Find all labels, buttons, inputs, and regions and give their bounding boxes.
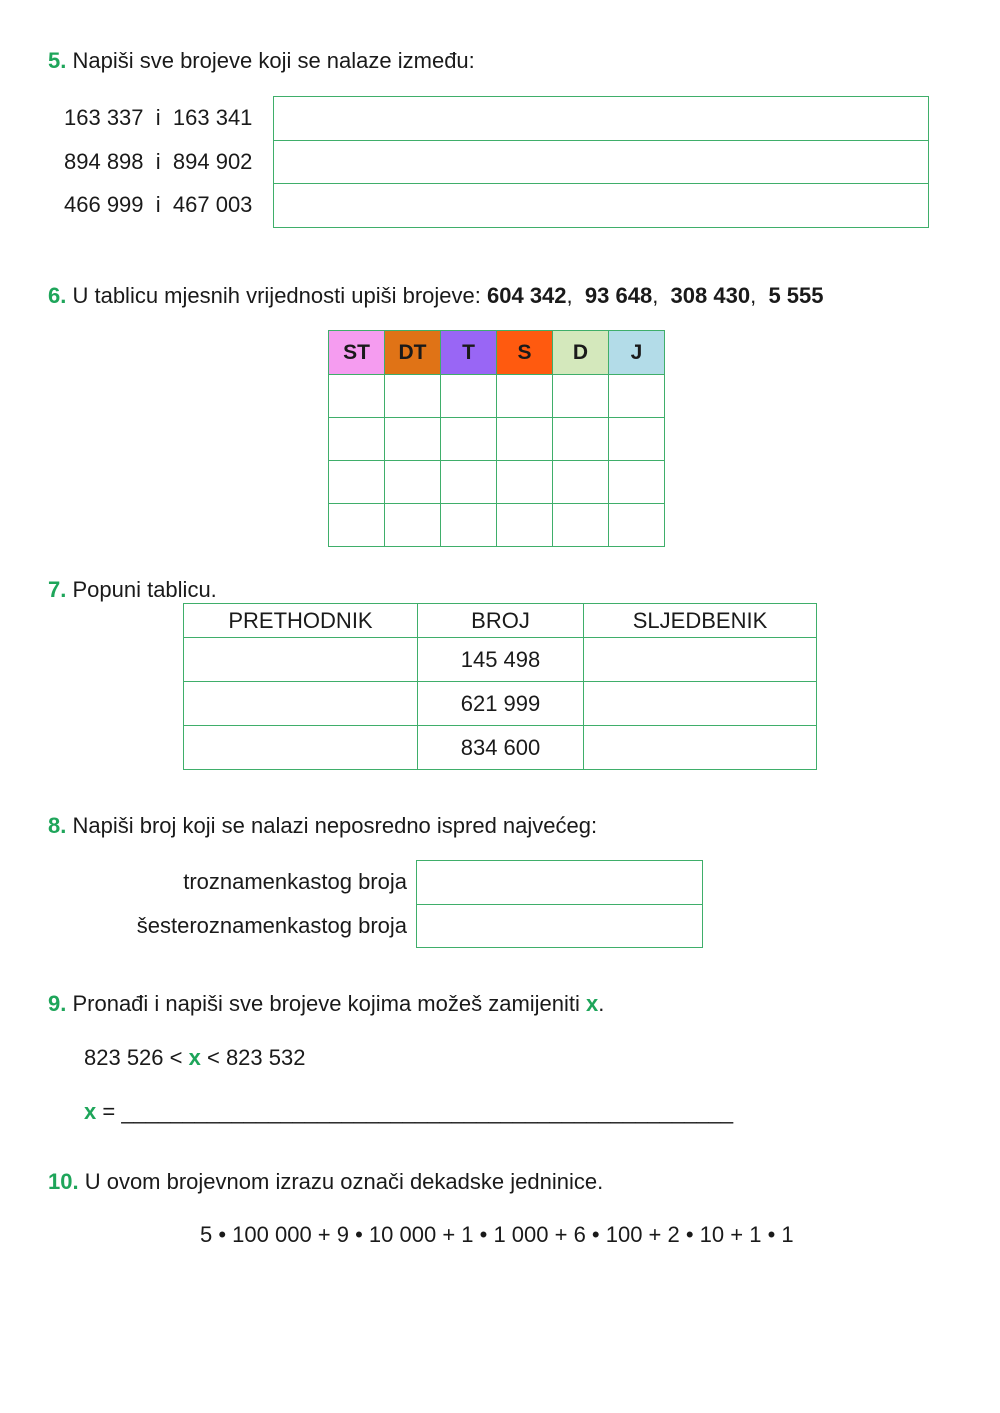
- comma: ,: [652, 283, 659, 308]
- task5-answer-box-1[interactable]: [273, 96, 929, 141]
- successor-cell[interactable]: [584, 638, 817, 682]
- comma: ,: [750, 283, 757, 308]
- successor-cell[interactable]: [584, 726, 817, 770]
- cell[interactable]: [385, 418, 441, 461]
- header-predecessor: PRETHODNIK: [184, 604, 418, 638]
- task6-number-2: 93 648: [584, 283, 653, 308]
- range-start: 163 337: [64, 105, 144, 130]
- task10-text: U ovom brojevnom izrazu označi dekadske jedninice.: [78, 1169, 604, 1194]
- task9-inequality: [84, 1045, 305, 1071]
- header-st: ST: [329, 331, 385, 375]
- task5-answer-box-2[interactable]: [273, 140, 929, 184]
- cell[interactable]: [553, 418, 609, 461]
- task8-answer-box-1[interactable]: [416, 860, 703, 905]
- number-cell: 621 999: [418, 682, 584, 726]
- number-cell: 834 600: [418, 726, 584, 770]
- cell[interactable]: [497, 418, 553, 461]
- table-row: [184, 682, 817, 726]
- cell[interactable]: [609, 418, 665, 461]
- table-row: [329, 418, 665, 461]
- task9-text: Pronađi i napiši sve brojeve kojima možeš zamijeniti: [66, 991, 587, 1016]
- task5-instruction: [48, 48, 475, 74]
- header-d: D: [553, 331, 609, 375]
- task9-variable: x: [586, 991, 599, 1016]
- header-s: S: [497, 331, 553, 375]
- task7-number: 7.: [48, 577, 67, 602]
- task10-expression[interactable]: 5 • 100 000 + 9 • 10 000 + 1 • 1 000 + 6 • 100 + 2 • 10 + 1 • 1: [200, 1222, 794, 1247]
- header-t: T: [441, 331, 497, 375]
- task8-number: 8.: [48, 813, 67, 838]
- task6-text: U tablicu mjesnih vrijednosti upiši brojeve:: [66, 283, 487, 308]
- table-row: [329, 504, 665, 547]
- table-header-row: [184, 604, 817, 638]
- task8-label-1: troznamenkastog broja: [183, 869, 407, 894]
- header-dt: DT: [385, 331, 441, 375]
- cell[interactable]: [609, 461, 665, 504]
- table-row: [329, 375, 665, 418]
- predecessor-cell[interactable]: [184, 682, 418, 726]
- cell[interactable]: [329, 461, 385, 504]
- inequality-right: < 823 532: [206, 1045, 306, 1070]
- range-sep: i: [155, 105, 161, 130]
- range-end: 894 902: [172, 149, 253, 174]
- range-end: 163 341: [172, 105, 253, 130]
- table-row: [184, 726, 817, 770]
- answer-line[interactable]: __________________________________________________: [121, 1099, 734, 1124]
- task10-instruction: [48, 1169, 603, 1195]
- table-row: [184, 638, 817, 682]
- cell[interactable]: [441, 504, 497, 547]
- cell[interactable]: [441, 461, 497, 504]
- task8-answer-box-2[interactable]: [416, 904, 703, 948]
- task8-instruction: [48, 813, 597, 839]
- task9-answer: [84, 1099, 733, 1125]
- task9-instruction: [48, 991, 604, 1017]
- inequality-variable: x: [188, 1045, 201, 1070]
- cell[interactable]: [329, 418, 385, 461]
- cell[interactable]: [609, 504, 665, 547]
- predecessor-cell[interactable]: [184, 726, 418, 770]
- task8-label-2: šesteroznamenkastog broja: [136, 913, 407, 938]
- cell[interactable]: [441, 375, 497, 418]
- task5-row-3-label: [64, 192, 252, 218]
- range-sep: i: [155, 149, 161, 174]
- cell[interactable]: [329, 375, 385, 418]
- place-value-header-row: [329, 331, 665, 375]
- task7-instruction: [48, 577, 217, 603]
- task5-number: 5.: [48, 48, 67, 73]
- cell[interactable]: [497, 375, 553, 418]
- task8-text: Napiši broj koji se nalazi neposredno ispred najvećeg:: [66, 813, 598, 838]
- cell[interactable]: [497, 461, 553, 504]
- task6-number-4: 5 555: [768, 283, 824, 308]
- equals-sign: =: [102, 1099, 116, 1124]
- task5-text: Napiši sve brojeve koji se nalaze između:: [66, 48, 475, 73]
- task10-number: 10.: [48, 1169, 79, 1194]
- range-start: 894 898: [64, 149, 144, 174]
- number-cell: 145 498: [418, 638, 584, 682]
- header-successor: SLJEDBENIK: [584, 604, 817, 638]
- header-j: J: [609, 331, 665, 375]
- cell[interactable]: [385, 375, 441, 418]
- task6-number-3: 308 430: [670, 283, 751, 308]
- period: .: [598, 991, 605, 1016]
- task7-text: Popuni tablicu.: [66, 577, 217, 602]
- range-start: 466 999: [64, 192, 144, 217]
- task9-number: 9.: [48, 991, 67, 1016]
- comma: ,: [566, 283, 573, 308]
- successor-cell[interactable]: [584, 682, 817, 726]
- task6-instruction: [48, 283, 824, 309]
- cell[interactable]: [497, 504, 553, 547]
- inequality-left: 823 526 <: [84, 1045, 183, 1070]
- range-end: 467 003: [172, 192, 253, 217]
- cell[interactable]: [553, 375, 609, 418]
- table-row: [329, 461, 665, 504]
- cell[interactable]: [385, 461, 441, 504]
- task5-row-2-label: [64, 149, 252, 175]
- range-sep: i: [155, 192, 161, 217]
- place-value-table: [328, 330, 665, 547]
- predecessor-cell[interactable]: [184, 638, 418, 682]
- task6-number: 6.: [48, 283, 67, 308]
- cell[interactable]: [329, 504, 385, 547]
- header-number: BROJ: [418, 604, 584, 638]
- cell[interactable]: [553, 504, 609, 547]
- cell[interactable]: [609, 375, 665, 418]
- task5-answer-box-3[interactable]: [273, 183, 929, 228]
- task6-number-1: 604 342: [487, 283, 567, 308]
- answer-variable: x: [84, 1099, 97, 1124]
- task5-row-1-label: [64, 105, 252, 131]
- cell[interactable]: [441, 418, 497, 461]
- predecessor-successor-table: [183, 603, 817, 770]
- cell[interactable]: [553, 461, 609, 504]
- cell[interactable]: [385, 504, 441, 547]
